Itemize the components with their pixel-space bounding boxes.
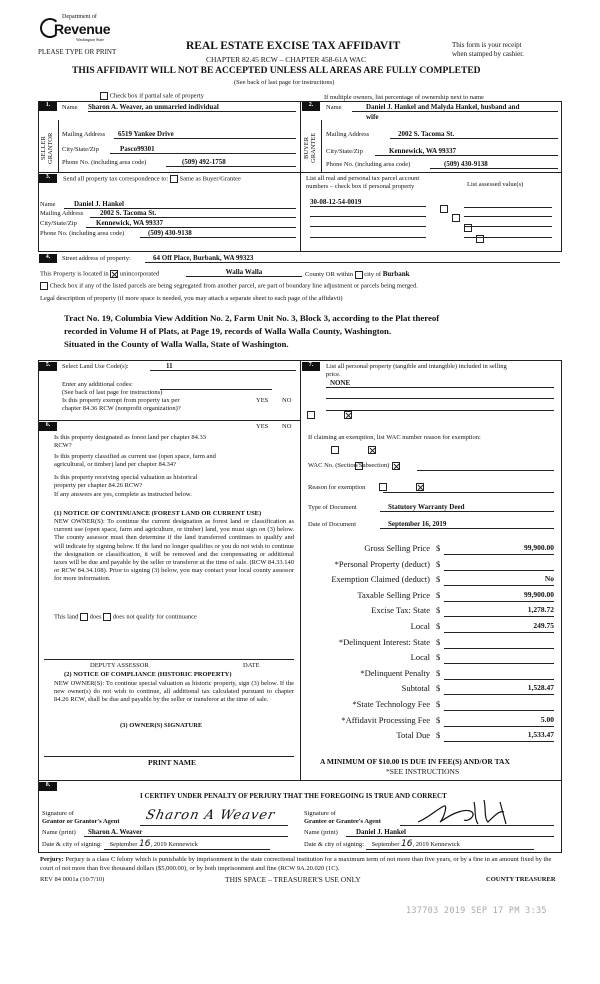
buyer-name-field[interactable]: Daniel J. Hankel and Malyda Hankel, husband and xyxy=(352,103,558,112)
city-field[interactable]: Burbank xyxy=(382,270,410,278)
grantee-signature-icon xyxy=(414,798,534,828)
unincorporated-checkbox[interactable] xyxy=(110,270,118,278)
county-treasurer-label: COUNTY TREASURER xyxy=(486,876,556,883)
grantor-signature-field[interactable] xyxy=(140,810,288,826)
street-address-field[interactable]: 64 Off Place, Burbank, WA 99323 xyxy=(145,254,560,263)
calc-row-dollar: $ xyxy=(436,699,441,709)
continuance-row xyxy=(54,613,197,621)
send-correspondence-row xyxy=(63,175,241,183)
seller-name-field[interactable]: Sharon A. Weaver, an unmarried individual xyxy=(88,103,296,112)
calc-row-label: Gross Selling Price xyxy=(364,543,430,553)
calc-row-dollar: $ xyxy=(436,589,441,600)
parcel-personal-checkbox-2[interactable] xyxy=(452,214,460,222)
perjury-label: Perjury: xyxy=(40,856,64,863)
corr-name-field[interactable]: Daniel J. Hankel xyxy=(64,200,296,209)
document-type-field[interactable]: Statutory Warranty Deed xyxy=(380,503,554,512)
corr-phone-field[interactable]: (509) 430-9138 xyxy=(140,229,296,238)
section-3-number: 3. xyxy=(39,174,57,183)
grantor-sig-label-2: Grantor or Grantor's Agent xyxy=(42,818,120,825)
land-use-field[interactable]: 11 xyxy=(150,362,296,371)
grantee-name-field[interactable]: Daniel J. Hankel xyxy=(346,828,554,837)
calc-row-dollar: $ xyxy=(436,574,441,585)
land-does-checkbox[interactable] xyxy=(80,613,88,621)
current-use-no-checkbox[interactable] xyxy=(392,462,400,470)
calc-row-label: *Delinquent Penalty xyxy=(360,667,430,678)
document-date-label: Date of Document xyxy=(308,521,357,528)
calc-row-dollar: $ xyxy=(436,621,441,631)
calc-row-value[interactable]: 99,900.00 xyxy=(444,590,554,602)
grantor-date-field[interactable] xyxy=(104,839,270,850)
seller-phone-field[interactable]: (509) 492-1758 xyxy=(166,158,296,167)
exempt-question-1: Is this property exempt from property tax per xyxy=(62,397,180,404)
grantor-date-row xyxy=(42,839,288,850)
historic-question-1: Is this property receiving special valuation as historical xyxy=(54,474,198,481)
calc-row xyxy=(302,605,558,618)
calc-row-label: *Delinquent Interest: State xyxy=(338,636,430,647)
calc-row-dollar: $ xyxy=(436,558,441,569)
location-row xyxy=(40,270,159,278)
additional-codes-field[interactable] xyxy=(160,388,272,390)
assessed-value-field-2[interactable] xyxy=(464,215,552,217)
legal-description-line-3: Situated in the County of Walla Walla, State of Washington. xyxy=(64,339,289,349)
this-land-label: This land xyxy=(54,613,79,621)
county-or-label: County OR within xyxy=(305,271,354,278)
calc-row-dollar: $ xyxy=(436,652,441,663)
buyer-mailing-label: Mailing Address xyxy=(326,131,370,138)
grantee-date-field[interactable] xyxy=(366,839,534,850)
land-does-not-checkbox[interactable] xyxy=(103,613,111,621)
grantee-sig-label-1: Signature of xyxy=(304,810,336,817)
current-use-question-1: Is this property classified as current use (open space, farm and xyxy=(54,453,216,460)
exempt-yes-checkbox[interactable] xyxy=(307,411,315,419)
calc-row-value[interactable]: 1,533.47 xyxy=(444,730,554,742)
parcel-personal-checkbox-1[interactable] xyxy=(440,205,448,213)
calc-row-value[interactable] xyxy=(444,637,554,649)
seller-name-label: Name xyxy=(62,104,78,111)
calc-row-value[interactable] xyxy=(444,668,554,680)
exemption-reason-label: Reason for exemption xyxy=(308,484,366,491)
grantee-name-label: Name (print) xyxy=(304,829,338,836)
land-does-not-label: does not qualify for continuance xyxy=(112,613,197,621)
buyer-name-field-line2[interactable]: wife xyxy=(366,113,379,121)
deputy-date-label: DATE xyxy=(243,662,260,669)
calc-row xyxy=(302,543,558,556)
land-use-see-back: (See back of last page for instructions) xyxy=(62,389,163,396)
buyer-city-field[interactable]: Kennewick, WA 99337 xyxy=(375,147,558,156)
partial-sale-row xyxy=(100,92,204,100)
land-does-label: does xyxy=(89,613,102,621)
calc-row-dollar: $ xyxy=(436,667,441,678)
same-as-buyer-checkbox[interactable] xyxy=(170,175,178,183)
s6-yes-header: YES xyxy=(256,423,269,430)
certify-statement: I CERTIFY UNDER PENALTY OF PERJURY THAT THE FOREGOING IS TRUE AND CORRECT xyxy=(140,792,447,800)
parcel-number-field-3[interactable] xyxy=(310,225,426,227)
perjury-text: Perjury is a class C felony which is punishable by imprisonment in the state correctional institution for a maximum term of not more than five years, or by a fine in an amount fixed by the court of not more than five thousand dollars ($5,000.00), or by both imprisonment and fine (RCW 9A.20.020 (1C). xyxy=(40,856,552,872)
section-4-number: 4. xyxy=(39,254,57,263)
calc-row-label: *State Technology Fee xyxy=(352,699,430,709)
wac-label: WAC No. (Section/Subsection) xyxy=(308,462,390,469)
legal-description-label: Legal description of property (if more space is needed, you may attach a separate sheet to each page of the affidavit) xyxy=(40,295,343,302)
assessed-value-label: List assessed value(s) xyxy=(467,181,524,188)
grantor-sig-label-1: Signature of xyxy=(42,810,74,817)
corr-phone-label: Phone No. (including area code) xyxy=(40,230,125,237)
calc-row xyxy=(302,637,558,650)
corr-mailing-label: Mailing Address xyxy=(40,210,84,217)
owner-signature-line[interactable] xyxy=(44,755,294,757)
section-8-number: 8. xyxy=(39,782,57,791)
calc-row-label: *Personal Property (deduct) xyxy=(334,558,430,569)
assessed-value-field-4[interactable] xyxy=(464,236,552,238)
calc-row-label: Local xyxy=(410,621,430,631)
calc-row-value[interactable]: No xyxy=(444,574,554,586)
calc-row-label: Local xyxy=(410,652,430,663)
street-address-label: Street address of property: xyxy=(62,255,131,262)
calc-row-dollar: $ xyxy=(436,605,441,616)
city-of-checkbox[interactable] xyxy=(355,271,363,279)
unincorporated-label: unincorporated xyxy=(119,270,160,278)
assessed-value-field-3[interactable] xyxy=(464,225,552,227)
calc-row xyxy=(302,590,558,603)
grantee-date-rest: , 2019 Kennewick xyxy=(412,841,460,848)
buyer-side-label: BUYER GRANTEE xyxy=(303,132,317,164)
grantor-name-field[interactable]: Sharon A. Weaver xyxy=(84,828,288,837)
if-yes-note: If any answers are yes, complete as instructed below. xyxy=(54,491,192,498)
seller-mailing-label: Mailing Address xyxy=(62,131,106,138)
grantee-date-label: Date & city of signing: xyxy=(304,841,364,848)
segregated-label: Check box if any of the listed parcels are being segregated from another parcel, are part of boundary line adjustment or parcels being merged. xyxy=(49,282,418,290)
partial-sale-checkbox[interactable] xyxy=(100,92,108,100)
calc-row-label: Subtotal xyxy=(401,683,430,694)
calc-row xyxy=(302,699,558,712)
grantor-date-month: September xyxy=(109,841,138,848)
notice-compliance-title: (2) NOTICE OF COMPLIANCE (HISTORIC PROPERTY) xyxy=(64,671,232,678)
parcel-number-field[interactable]: 30-08-12-54-0019 xyxy=(310,198,426,207)
personal-property-label-2: price. xyxy=(326,371,341,378)
logo-state: Washington State xyxy=(76,37,105,42)
grantee-signature-field[interactable] xyxy=(400,810,554,826)
grantee-date-month: September xyxy=(371,841,400,848)
forest-yes-checkbox[interactable] xyxy=(331,446,339,454)
grantor-name-label: Name (print) xyxy=(42,829,76,836)
logo xyxy=(40,12,110,46)
owner-signature-label: (3) OWNER(S) SIGNATURE xyxy=(120,722,203,729)
forest-question-2: RCW? xyxy=(54,442,72,449)
cashier-stamp: 137703 2019 SEP 17 PM 3:35 xyxy=(406,906,547,916)
grantor-date-rest: , 2019 Kennewick xyxy=(150,841,198,848)
calc-row xyxy=(302,730,558,743)
additional-codes-label: Enter any additional codes: xyxy=(62,381,133,388)
calc-row-value[interactable]: 99,900.00 xyxy=(444,543,554,555)
land-use-label: Select Land Use Code(s): xyxy=(62,363,129,370)
receipt-note-1: This form is your receipt xyxy=(452,41,522,49)
located-label: This Property is located in xyxy=(40,270,109,278)
legal-description-line-2: recorded in Volume H of Plats, at Page 19, records of Walla Walla County, Washington. xyxy=(64,326,392,336)
calc-row-label: Excise Tax: State xyxy=(371,605,430,616)
rev-number: REV 84 0001a (10/7/10) xyxy=(40,876,105,883)
grantor-signature: Sharon A Weaver xyxy=(144,808,277,823)
calc-row-dollar: $ xyxy=(436,714,441,725)
section-7-number: 7. xyxy=(302,362,320,371)
calc-row xyxy=(302,574,558,587)
seller-side-label: SELLER GRANTOR xyxy=(40,132,54,164)
section-1-number: 1. xyxy=(39,102,57,111)
partial-sale-label: Check box if partial sale of property xyxy=(109,92,204,100)
section-5-number: 5. xyxy=(39,362,57,371)
please-type: PLEASE TYPE OR PRINT xyxy=(38,48,117,56)
perjury-notice xyxy=(40,856,562,873)
grantee-sig-label-2: Grantee or Grantee's Agent xyxy=(304,818,381,825)
deputy-assessor-signature-line[interactable] xyxy=(44,658,294,660)
exemption-reason-field[interactable] xyxy=(383,491,554,493)
send-correspondence-label: Send all property tax correspondence to: xyxy=(63,175,169,183)
buyer-phone-label: Phone No. (including area code) xyxy=(326,161,411,168)
corr-name-label: Name xyxy=(40,201,56,208)
print-name-label: PRINT NAME xyxy=(148,758,196,767)
logo-word: Revenue xyxy=(54,21,111,37)
calc-row xyxy=(302,715,558,728)
document-date-field[interactable]: September 16, 2019 xyxy=(380,520,554,529)
warning-banner: THIS AFFIDAVIT WILL NOT BE ACCEPTED UNLESS ALL AREAS ARE FULLY COMPLETED xyxy=(72,66,481,76)
parcel-number-field-2[interactable] xyxy=(310,215,426,217)
multiple-owners-note: If multiple owners, list percentage of ownership next to name xyxy=(324,94,484,101)
city-of-label: city of xyxy=(364,271,382,278)
personal-property-label-1: List all personal property (tangible and intangible) included in selling xyxy=(326,363,507,370)
calc-row-dollar: $ xyxy=(436,636,441,647)
form-title: REAL ESTATE EXCISE TAX AFFIDAVIT xyxy=(186,40,401,52)
personal-property-line-3[interactable] xyxy=(326,409,554,411)
buyer-name-label: Name xyxy=(326,104,342,111)
current-use-question-2: agricultural, or timber) land per chapter 84.34? xyxy=(54,461,177,468)
forest-no-checkbox[interactable] xyxy=(368,446,376,454)
notice-compliance-text: NEW OWNER(S): To continue special valuation as historic property, sign (3) below. If the new owner(s) do not wish to continue, all additional tax calculated pursuant to chapter 84.26 RCW, shall be due and payable by the seller or transferor at the time of sale. xyxy=(54,680,294,704)
calc-row xyxy=(302,559,558,572)
corr-mailing-field[interactable]: 2002 S. Tacoma St. xyxy=(90,209,296,218)
exempt-yes-header: YES xyxy=(256,397,269,404)
grantee-date-row xyxy=(304,839,554,850)
same-as-buyer-label: Same as Buyer/Grantee xyxy=(179,175,241,183)
segregated-checkbox[interactable] xyxy=(40,282,48,290)
personal-property-field[interactable]: NONE xyxy=(326,379,554,388)
corr-city-field[interactable]: Kennewick, WA 99337 xyxy=(86,219,296,228)
calc-row-value[interactable]: 5.00 xyxy=(444,715,554,727)
logo-dept: Department of xyxy=(62,14,97,20)
calc-row-value[interactable] xyxy=(444,699,554,711)
grantor-date-label: Date & city of signing: xyxy=(42,841,102,848)
calc-row-dollar: $ xyxy=(436,543,441,553)
deputy-assessor-label: DEPUTY ASSESSOR xyxy=(90,662,149,669)
calc-row xyxy=(302,668,558,681)
parcel-list-label-1: List all real and personal tax parcel account xyxy=(306,175,420,182)
see-instructions-note: *SEE INSTRUCTIONS xyxy=(386,767,460,776)
wac-field[interactable] xyxy=(417,469,554,471)
calc-row-value[interactable]: 1,528.47 xyxy=(444,683,554,695)
minimum-fee-note: A MINIMUM OF $10.00 IS DUE IN FEE(S) AND/OR TAX xyxy=(320,757,510,766)
seller-mailing-field[interactable]: 6519 Yankee Drive xyxy=(114,130,296,139)
calc-row-label: Total Due xyxy=(396,730,430,741)
form-subtitle: CHAPTER 82.45 RCW – CHAPTER 458-61A WAC xyxy=(206,55,366,64)
seller-city-field[interactable]: Pasco99301 xyxy=(110,145,296,154)
treasurer-space-label: THIS SPACE – TREASURER'S USE ONLY xyxy=(225,875,361,884)
calc-row xyxy=(302,683,558,696)
calc-row-dollar: $ xyxy=(436,683,441,694)
calc-row-dollar: $ xyxy=(436,730,441,741)
grantee-date-day: 16 xyxy=(400,839,413,849)
section-6-number: 6. xyxy=(39,422,57,431)
calc-row-value[interactable]: 1,278.72 xyxy=(444,605,554,617)
calc-row-label: Taxable Selling Price xyxy=(357,589,430,600)
buyer-mailing-field[interactable]: 2002 S. Tacoma St. xyxy=(390,130,558,139)
notice-continuance-title: (1) NOTICE OF CONTINUANCE (FOREST LAND OR CURRENT USE) xyxy=(54,510,262,517)
forest-question-1: Is this property designated as forest land per chapter 84.33 xyxy=(54,434,206,441)
section-2-number: 2. xyxy=(302,102,320,111)
calc-row-value[interactable]: 249.75 xyxy=(444,621,554,633)
grantor-date-day: 16 xyxy=(138,839,151,849)
notice-continuance-text: NEW OWNER(S): To continue the current designation as forest land or classification as current use (open space, farm and agriculture, or timber) land, you must sign on (3) below. The county assessor must then determine if the land transferred continues to qualify and will indicate by signing below. If the land no longer qualifies or you do not wish to continue the designation or classification, it will be removed and the compensating or additional taxes will be due and payable by the seller or transferor at the time of sale. (RCW 84.33.140 or RCW 84.34.108). Prior to signing (3) below, you may contact your local county assessor for more information. xyxy=(54,518,294,583)
assessed-value-field-1[interactable] xyxy=(464,206,552,208)
corr-city-label: City/State/Zip xyxy=(40,220,77,227)
exemption-label: If claiming an exemption, list WAC number reason for exemption: xyxy=(308,434,481,441)
parcel-list-label-2: numbers – check box if personal property xyxy=(306,183,415,190)
calc-row xyxy=(302,652,558,665)
exempt-no-header: NO xyxy=(282,397,292,404)
document-type-label: Type of Document xyxy=(308,504,357,511)
seller-city-label: City/State/Zip xyxy=(62,146,99,153)
buyer-phone-field[interactable]: (509) 430-9138 xyxy=(430,160,558,169)
receipt-note-2: when stamped by cashier. xyxy=(452,50,524,58)
legal-description-line-1: Tract No. 19, Columbia View Addition No. 2, Farm Unit No. 3, Block 3, according to the Plat thereof xyxy=(64,313,440,323)
exempt-no-checkbox[interactable] xyxy=(344,411,352,419)
personal-property-line-2[interactable] xyxy=(326,397,554,399)
segregated-row xyxy=(40,282,418,290)
county-or-row xyxy=(305,270,410,279)
seller-phone-label: Phone No. (including area code) xyxy=(62,159,147,166)
buyer-city-label: City/State/Zip xyxy=(326,148,363,155)
historic-question-2: property per chapter 84.26 RCW? xyxy=(54,482,143,489)
calc-row-label: *Affidavit Processing Fee xyxy=(341,714,430,725)
s6-no-header: NO xyxy=(282,423,292,430)
see-back-note: (See back of last page for instructions) xyxy=(234,79,335,86)
calc-row-value[interactable] xyxy=(444,652,554,664)
parcel-number-field-4[interactable] xyxy=(310,236,426,238)
calc-row-label: Exemption Claimed (deduct) xyxy=(331,574,430,585)
county-field[interactable]: Walla Walla xyxy=(186,268,302,277)
exempt-question-2: chapter 84.36 RCW (nonprofit organization)? xyxy=(62,405,181,412)
calc-row xyxy=(302,621,558,634)
calc-row-value[interactable] xyxy=(444,559,554,571)
